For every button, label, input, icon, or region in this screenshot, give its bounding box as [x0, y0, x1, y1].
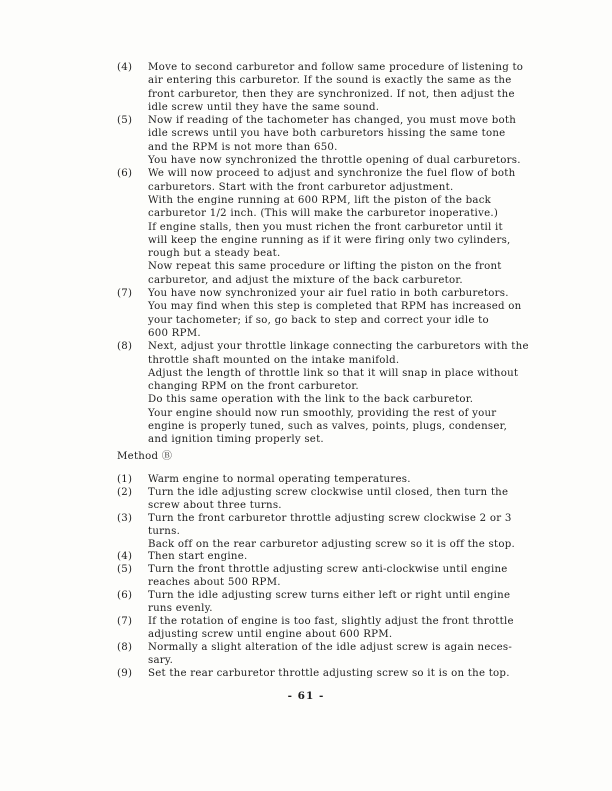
method-a-steps-continued: [117, 61, 587, 447]
step-number: (6): [117, 590, 133, 602]
step-text: [148, 287, 521, 340]
step-text: [148, 616, 514, 642]
text-line: If engine stalls, then you must richen the front carburetor until it: [148, 221, 503, 233]
step-number: (5): [117, 115, 133, 127]
step-number: (7): [117, 615, 133, 627]
text-line: We will now proceed to adjust and synchronize the fuel flow of both: [148, 168, 516, 180]
method-b-steps: [117, 474, 587, 681]
text-line: engine is properly tuned, such as valves, points, plugs, condenser,: [148, 421, 508, 433]
step-text: [148, 564, 508, 590]
text-line: carburetors. Start with the front carburetor adjustment.: [148, 181, 454, 193]
step-item: [117, 114, 587, 167]
text-line: You have now synchronized your air fuel ratio in both carburetors.: [148, 288, 509, 300]
step-number: (3): [117, 512, 133, 524]
step-item: [117, 642, 587, 668]
step-number: (8): [117, 341, 133, 353]
step-text: [148, 61, 523, 114]
text-line: turns.: [148, 525, 181, 537]
text-line: will keep the engine running as if it were firing only two cylinders,: [148, 234, 511, 246]
text-line: Your engine should now run smoothly, providing the rest of your: [148, 407, 497, 419]
step-text: [148, 642, 512, 668]
text-line: rough but a steady beat.: [148, 248, 281, 260]
text-line: air entering this carburetor. If the sound is exactly the same as the: [148, 75, 512, 87]
step-item: [117, 616, 587, 642]
text-line: You may find when this step is completed that RPM has increased on: [148, 301, 522, 313]
text-line: reaches about 500 RPM.: [148, 577, 281, 589]
text-line: adjusting screw until engine about 600 RPM.: [148, 628, 393, 640]
step-item: [117, 340, 587, 446]
text-line: Now if reading of the tachometer has changed, you must move both: [148, 115, 517, 127]
step-item: [117, 513, 587, 552]
text-line: idle screws until you have both carburetors hissing the same tone: [148, 128, 506, 140]
text-line: Next, adjust your throttle linkage connecting the carburetors with the: [148, 341, 529, 353]
text-line: Turn the idle adjusting screw turns either left or right until engine: [148, 590, 511, 602]
step-item: [117, 167, 587, 287]
step-text: [148, 487, 508, 513]
text-line: Move to second carburetor and follow same procedure of listening to: [148, 62, 524, 73]
text-line: If the rotation of engine is too fast, slightly adjust the front throttle: [148, 615, 514, 627]
step-item: [117, 668, 587, 681]
step-number: (6): [117, 168, 133, 180]
text-line: Do this same operation with the link to the back carburetor.: [148, 394, 474, 406]
text-line: 600 RPM.: [148, 327, 201, 339]
step-number: (8): [117, 641, 133, 653]
step-number: (9): [117, 667, 133, 679]
step-number: (5): [117, 564, 133, 576]
text-line: With the engine running at 600 RPM, lift the piston of the back: [148, 194, 492, 206]
step-text: [148, 340, 529, 446]
text-line: changing RPM on the front carburetor.: [148, 381, 359, 393]
page-number: - 61 -: [287, 690, 325, 702]
text-line: carburetor 1/2 inch. (This will make the carburetor inoperative.): [148, 208, 499, 220]
step-number: (7): [117, 288, 133, 300]
text-line: and the RPM is not more than 650.: [148, 141, 338, 153]
step-text: [148, 590, 510, 616]
step-number: (1): [117, 474, 133, 485]
text-line: screw about three turns.: [148, 499, 282, 511]
text-line: sary.: [148, 654, 174, 666]
text-line: Turn the idle adjusting screw clockwise until closed, then turn the: [148, 486, 509, 498]
text-line: Adjust the length of throttle link so that it will snap in place without: [148, 367, 519, 379]
text-line: your tachometer; if so, go back to step and correct your idle to: [148, 314, 489, 326]
step-item: [117, 61, 587, 114]
text-line: Turn the front throttle adjusting screw anti-clockwise until engine: [148, 564, 508, 576]
step-text: [148, 668, 510, 681]
text-line: runs evenly.: [148, 603, 213, 615]
step-text: [148, 474, 411, 487]
step-item: [117, 474, 587, 487]
text-line: idle screw until they have the same sound.: [148, 101, 380, 113]
text-line: Turn the front carburetor throttle adjusting screw clockwise 2 or 3: [148, 512, 512, 524]
method-b-heading: Method Ⓑ: [117, 451, 173, 462]
step-item: [117, 590, 587, 616]
step-text: [148, 114, 521, 167]
text-line: and ignition timing properly set.: [148, 434, 324, 446]
step-text: [148, 513, 515, 552]
text-line: Then start engine.: [148, 551, 248, 563]
text-line: Normally a slight alteration of the idle adjust screw is again neces-: [148, 641, 513, 653]
step-text: [148, 551, 247, 564]
step-item: [117, 487, 587, 513]
text-line: Warm engine to normal operating temperatures.: [148, 474, 411, 485]
step-number: (4): [117, 62, 133, 73]
step-text: [148, 167, 515, 287]
text-line: You have now synchronized the throttle opening of dual carburetors.: [148, 155, 521, 167]
text-line: Now repeat this same procedure or lifting the piston on the front: [148, 261, 502, 273]
step-item: [117, 551, 587, 564]
step-item: [117, 287, 587, 340]
text-line: carburetor, and adjust the mixture of the back carburetor.: [148, 274, 463, 286]
text-line: front carburetor, then they are synchronized. If not, then adjust the: [148, 88, 515, 100]
text-line: Back off on the rear carburetor adjusting screw so it is off the stop.: [148, 538, 515, 550]
step-number: (4): [117, 551, 133, 563]
text-line: throttle shaft mounted on the intake manifold.: [148, 354, 400, 366]
text-line: Set the rear carburetor throttle adjusting screw so it is on the top.: [148, 667, 510, 679]
step-item: [117, 564, 587, 590]
step-number: (2): [117, 486, 133, 498]
